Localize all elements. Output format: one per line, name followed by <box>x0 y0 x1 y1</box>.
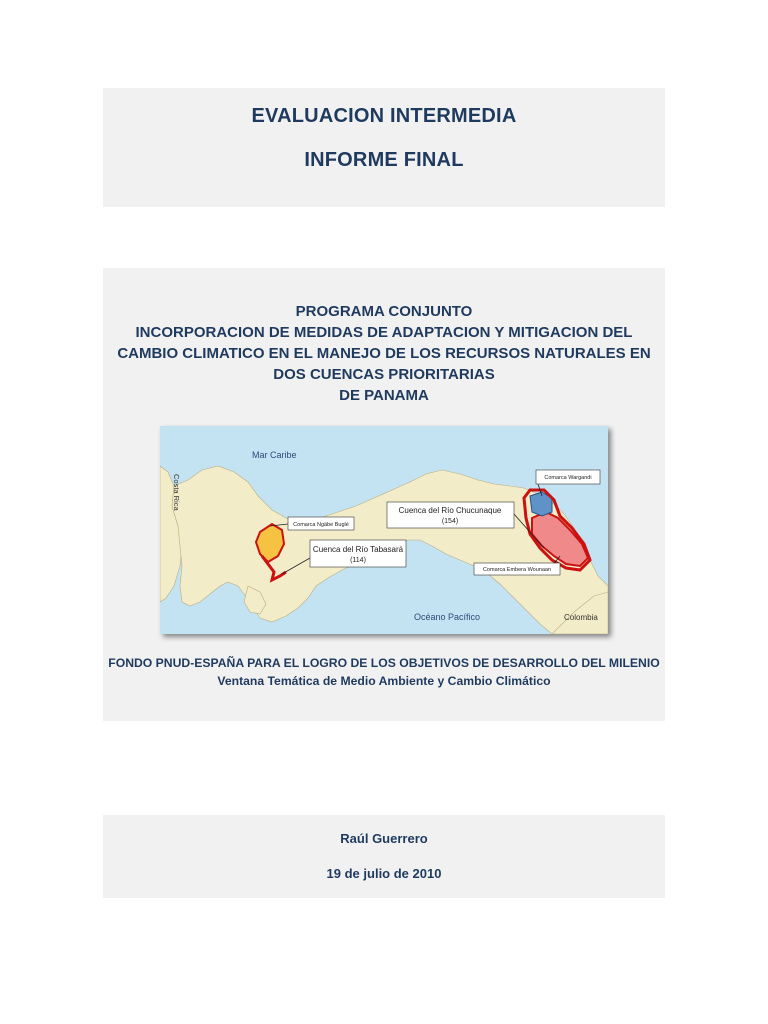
report-subtitle: INFORME FINAL <box>304 149 464 171</box>
label-costa-rica: Costa Rica <box>172 474 181 511</box>
program-line-1: PROGRAMA CONJUNTO <box>295 303 473 320</box>
label-colombia: Colombia <box>564 613 598 622</box>
fondo-line-1: FONDO PNUD-ESPAÑA PARA EL LOGRO DE LOS OBJETIVOS DE DESARROLLO DEL MILENIO <box>108 656 660 670</box>
report-date: 19 de julio de 2010 <box>326 866 442 881</box>
label-mar-caribe: Mar Caribe <box>252 450 297 460</box>
author-box <box>103 815 665 898</box>
author-name: Raúl Guerrero <box>340 831 428 846</box>
program-line-3: CAMBIO CLIMATICO EN EL MANEJO DE LOS RECURSOS NATURALES EN <box>117 345 651 362</box>
title-box <box>103 88 665 207</box>
panama-map <box>160 426 608 634</box>
program-line-2: INCORPORACION DE MEDIDAS DE ADAPTACION Y MITIGACION DEL <box>135 324 633 341</box>
label-cuenca-chucunaque: Cuenca del Río Chucunaque <box>398 506 502 515</box>
label-comarca-embera: Comarca Embera Wounaan <box>482 567 552 573</box>
fondo-line-2: Ventana Temática de Medio Ambiente y Cambio Climático <box>217 674 551 688</box>
map-svg <box>160 426 608 634</box>
label-cuenca-chucunaque-num: (154) <box>441 518 459 525</box>
label-comarca-wargandi: Comarca Wargandi <box>544 475 592 481</box>
label-cuenca-tabasara-num: (114) <box>350 557 366 564</box>
program-line-4: DOS CUENCAS PRIORITARIAS <box>273 366 495 383</box>
program-box <box>103 268 665 721</box>
label-oceano-pacifico: Océano Pacífico <box>414 612 481 622</box>
label-comarca-ngabe: Comarca Ngäbe Buglé <box>293 522 349 528</box>
program-line-5: DE PANAMA <box>339 387 429 404</box>
report-title: EVALUACION INTERMEDIA <box>251 105 517 127</box>
label-cuenca-tabasara: Cuenca del Río Tabasará <box>312 545 404 554</box>
